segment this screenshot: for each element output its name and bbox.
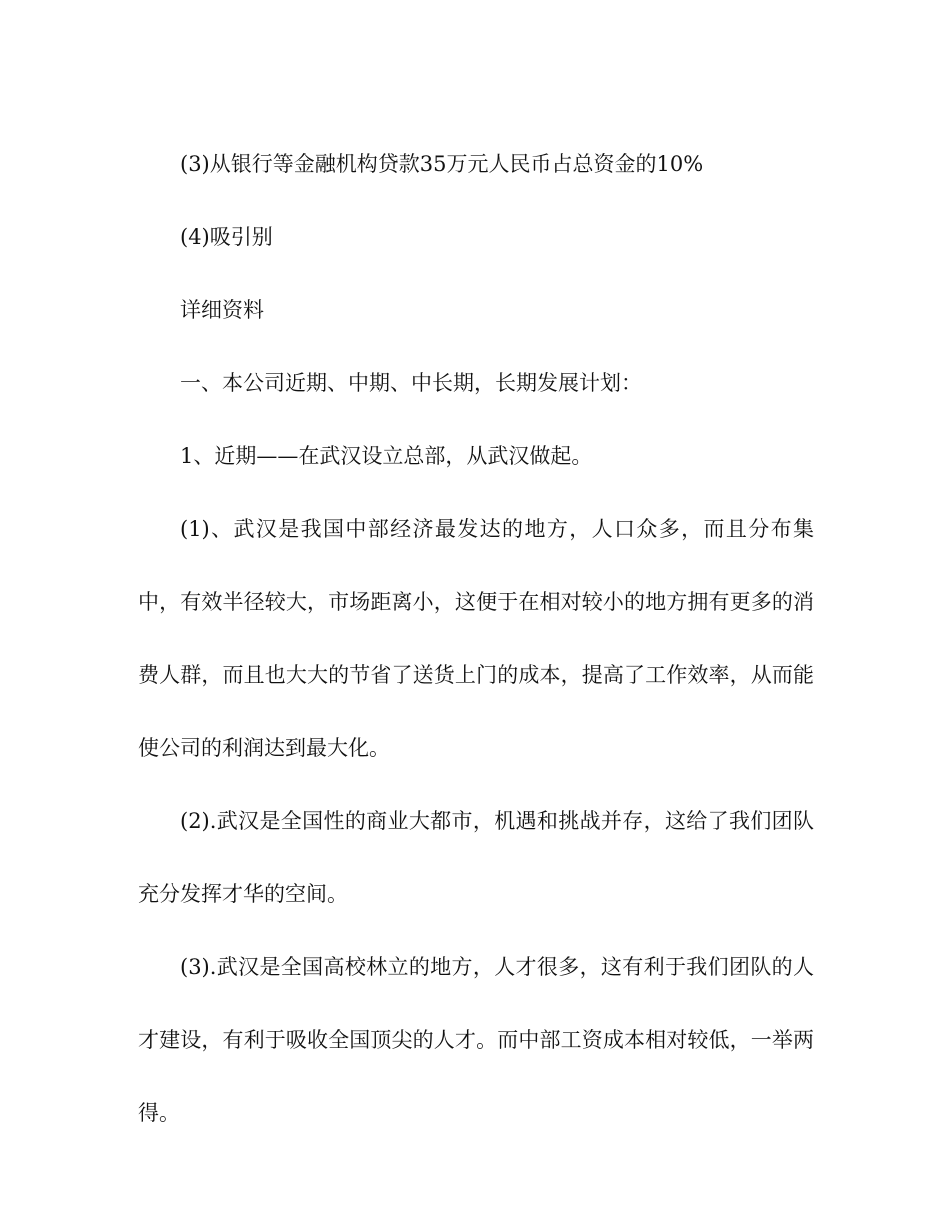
paragraph-point-3: (3).武汉是全国高校林立的地方，人才很多，这有利于我们团队的人才建设，有利于吸收全国顶尖的人才。而中部工资成本相对较低，一举两得。	[138, 955, 814, 1125]
document-body	[138, 128, 814, 1150]
paragraph-funding-loan: (3)从银行等金融机构贷款35万元人民币占总资金的10%	[180, 152, 704, 176]
paragraph-details-heading: 详细资料	[180, 298, 264, 322]
paragraph-funding-attract: (4)吸引别	[180, 225, 273, 249]
paragraph-point-2: (2).武汉是全国性的商业大都市，机遇和挑战并存，这给了我们团队充分发挥才华的空间。	[138, 809, 814, 906]
section-heading-development-plan: 一、本公司近期、中期、中长期，长期发展计划：	[180, 371, 642, 395]
subheading-near-term: 1、近期——在武汉设立总部，从武汉做起。	[180, 444, 593, 468]
paragraph-point-1: (1)、武汉是我国中部经济最发达的地方，人口众多，而且分布集中，有效半径较大，市场距离小，这便于在相对较小的地方拥有更多的消费人群，而且也大大的节省了送货上门的成本，提高了工作效率，从而能使公司的利润达到最大化。	[138, 517, 814, 760]
